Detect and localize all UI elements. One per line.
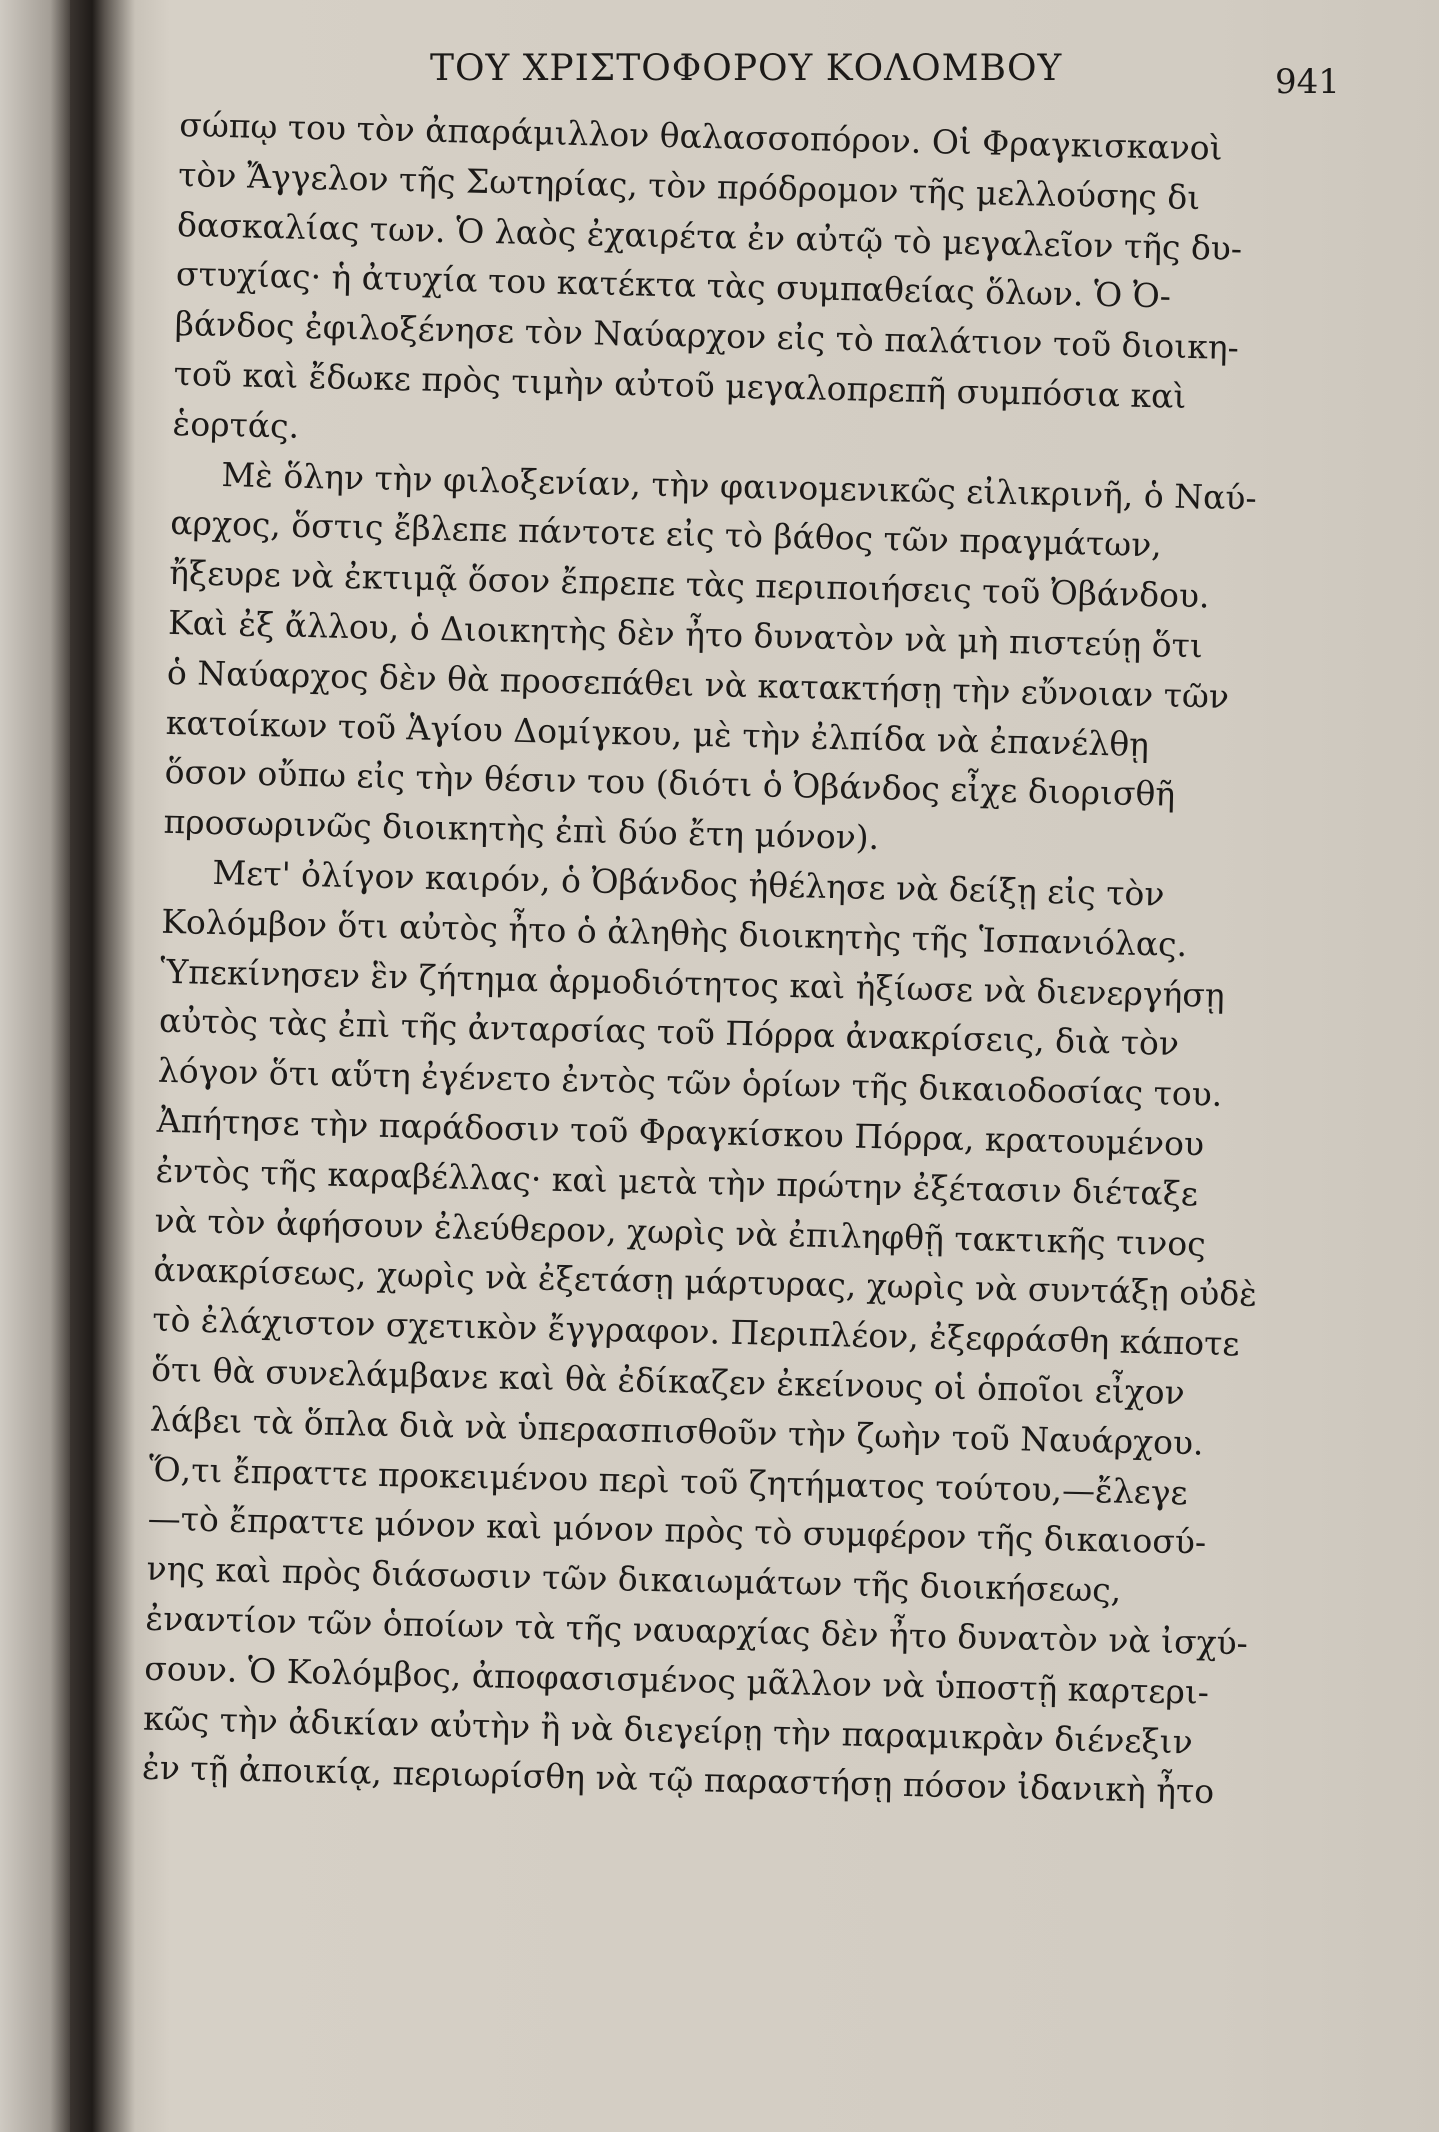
- text-line: σώπῳ του τὸν ἀπαράμιλλον θαλασσοπόρον. Οἱ Φραγκισκανοὶ: [179, 104, 1224, 168]
- book-page: [110, 0, 1439, 2132]
- page-header: [110, 40, 1430, 100]
- text-line: σουν. Ὁ Κολόμβος, ἀποφασισμένος μᾶλλον νὰ ὑποστῇ καρτερι-: [143, 1648, 1210, 1712]
- left-page-edge: [0, 0, 70, 2132]
- text-line: αὐτὸς τὰς ἐπὶ τῆς ἀνταρσίας τοῦ Πόρρα ἀνακρίσεις, διὰ τὸν: [158, 1001, 1180, 1064]
- text-line: δασκαλίας των. Ὁ λαὸς ἐχαιρέτα ἐν αὐτῷ τὸ μεγαλεῖον τῆς δυ-: [176, 204, 1243, 268]
- text-line: λόγον ὅτι αὕτη ἐγένετο ἐντὸς τῶν ὁρίων τῆς δικαιοδοσίας του.: [157, 1050, 1223, 1115]
- text-line: νης καὶ πρὸς διάσωσιν τῶν δικαιωμάτων τῆς διοικήσεως,: [146, 1548, 1122, 1610]
- text-line: ἀνακρίσεως, χωρὶς νὰ ἐξετάσῃ μάρτυρας, χωρὶς νὰ συντάξῃ οὐδὲ: [153, 1250, 1258, 1315]
- text-line: —τὸ ἔπραττε μόνον καὶ μόνον πρὸς τὸ συμφέρον τῆς δικαιοσύ-: [147, 1498, 1207, 1562]
- text-line: κατοίκων τοῦ Ἁγίου Δομίγκου, μὲ τὴν ἐλπίδα νὰ ἐπανέλθῃ: [165, 702, 1150, 764]
- paragraph-start-line: Μὲ ὅλην τὴν φιλοξενίαν, τὴν φαινομενικῶς εἰλικρινῆ, ὁ Ναύ-: [221, 454, 1258, 518]
- text-line: ὅσον οὔπω εἰς τὴν θέσιν του (διότι ὁ Ὀβάνδος εἶχε διορισθῆ: [164, 752, 1176, 815]
- text-line: ἤξευρε νὰ ἐκτιμᾷ ὅσον ἔπρεπε τὰς περιποιήσεις τοῦ Ὀβάνδου.: [168, 553, 1210, 616]
- text-line: λάβει τὰ ὅπλα διὰ νὰ ὑπερασπισθοῦν τὴν ζωὴν τοῦ Ναυάρχου.: [149, 1399, 1204, 1463]
- text-line: Καὶ ἐξ ἄλλου, ὁ Διοικητὴς δὲν ἦτο δυνατὸν νὰ μὴ πιστεύῃ ὅτι: [167, 602, 1204, 666]
- text-line: Ἀπήτησε τὴν παράδοσιν τοῦ Φραγκίσκου Πόρρα, κρατουμένου: [156, 1100, 1205, 1164]
- text-line: ἐναντίον τῶν ὁποίων τὰ τῆς ναυαρχίας δὲν ἦτο δυνατὸν νὰ ἰσχύ-: [145, 1598, 1249, 1663]
- page-number: 941: [1275, 62, 1340, 102]
- text-line: κῶς τὴν ἀδικίαν αὐτὴν ἢ νὰ διεγείρῃ τὴν παραμικρὰν διένεξιν: [142, 1698, 1194, 1761]
- text-line: ἑορτάς.: [172, 403, 300, 446]
- text-line: Ὑπεκίνησεν ἓν ζήτημα ἁρμοδιότητος καὶ ἠξίωσε νὰ διενεργήσῃ: [159, 951, 1226, 1015]
- text-line: βάνδος ἐφιλοξένησε τὸν Ναύαρχον εἰς τὸ παλάτιον τοῦ διοικη-: [174, 304, 1240, 368]
- text-line: ἐντὸς τῆς καραβέλλας· καὶ μετὰ τὴν πρώτην ἐξέτασιν διέταξε: [155, 1150, 1199, 1214]
- text-line: Κολόμβον ὅτι αὐτὸς ἦτο ὁ ἀληθὴς διοικητὴς τῆς Ἱσπανιόλας.: [160, 901, 1188, 964]
- text-line: ὁ Ναύαρχος δὲν θὰ προσεπάθει νὰ κατακτήσῃ τὴν εὔνοιαν τῶν: [166, 652, 1230, 716]
- text-line: ὅτι θὰ συνελάμβανε καὶ θὰ ἐδίκαζεν ἐκείνους οἱ ὁποῖοι εἶχον: [150, 1349, 1186, 1413]
- text-line: αρχος, ὅστις ἔβλεπε πάντοτε εἰς τὸ βάθος τῶν πραγμάτων,: [169, 503, 1163, 565]
- text-line: τὸ ἐλάχιστον σχετικὸν ἔγγραφον. Περιπλέον, ἐξεφράσθη κάποτε: [151, 1299, 1240, 1364]
- text-line: ἐν τῇ ἀποικίᾳ, περιωρίσθη νὰ τῷ παραστήσῃ πόσον ἰδανικὴ ἦτο: [141, 1747, 1215, 1812]
- text-line: στυχίας· ἡ ἀτυχία του κατέκτα τὰς συμπαθείας ὅλων. Ὁ Ὀ-: [175, 254, 1172, 316]
- text-line: Ὅ,τι ἔπραττε προκειμένου περὶ τοῦ ζητήματος τούτου,—ἔλεγε: [148, 1449, 1189, 1512]
- paragraph-start-line: Μετ' ὀλίγον καιρόν, ὁ Ὀβάνδος ἠθέλησε νὰ δείξῃ εἰς τὸν: [212, 852, 1165, 914]
- text-line: προσωρινῶς διοικητὴς ἐπὶ δύο ἔτη μόνον).: [163, 801, 880, 858]
- text-line: τὸν Ἄγγελον τῆς Σωτηρίας, τὸν πρόδρομον τῆς μελλούσης δι: [177, 154, 1201, 217]
- text-line: τοῦ καὶ ἔδωκε πρὸς τιμὴν αὐτοῦ μεγαλοπρεπῆ συμπόσια καὶ: [173, 353, 1187, 416]
- running-title: ΤΟΥ ΧΡΙΣΤΟΦΟΡΟΥ ΚΟΛΟΜΒΟΥ: [430, 48, 1063, 89]
- body-text: [142, 100, 1330, 1819]
- text-line: νὰ τὸν ἀφήσουν ἐλεύθερον, χωρὶς νὰ ἐπιληφθῇ τακτικῆς τινος: [154, 1200, 1207, 1264]
